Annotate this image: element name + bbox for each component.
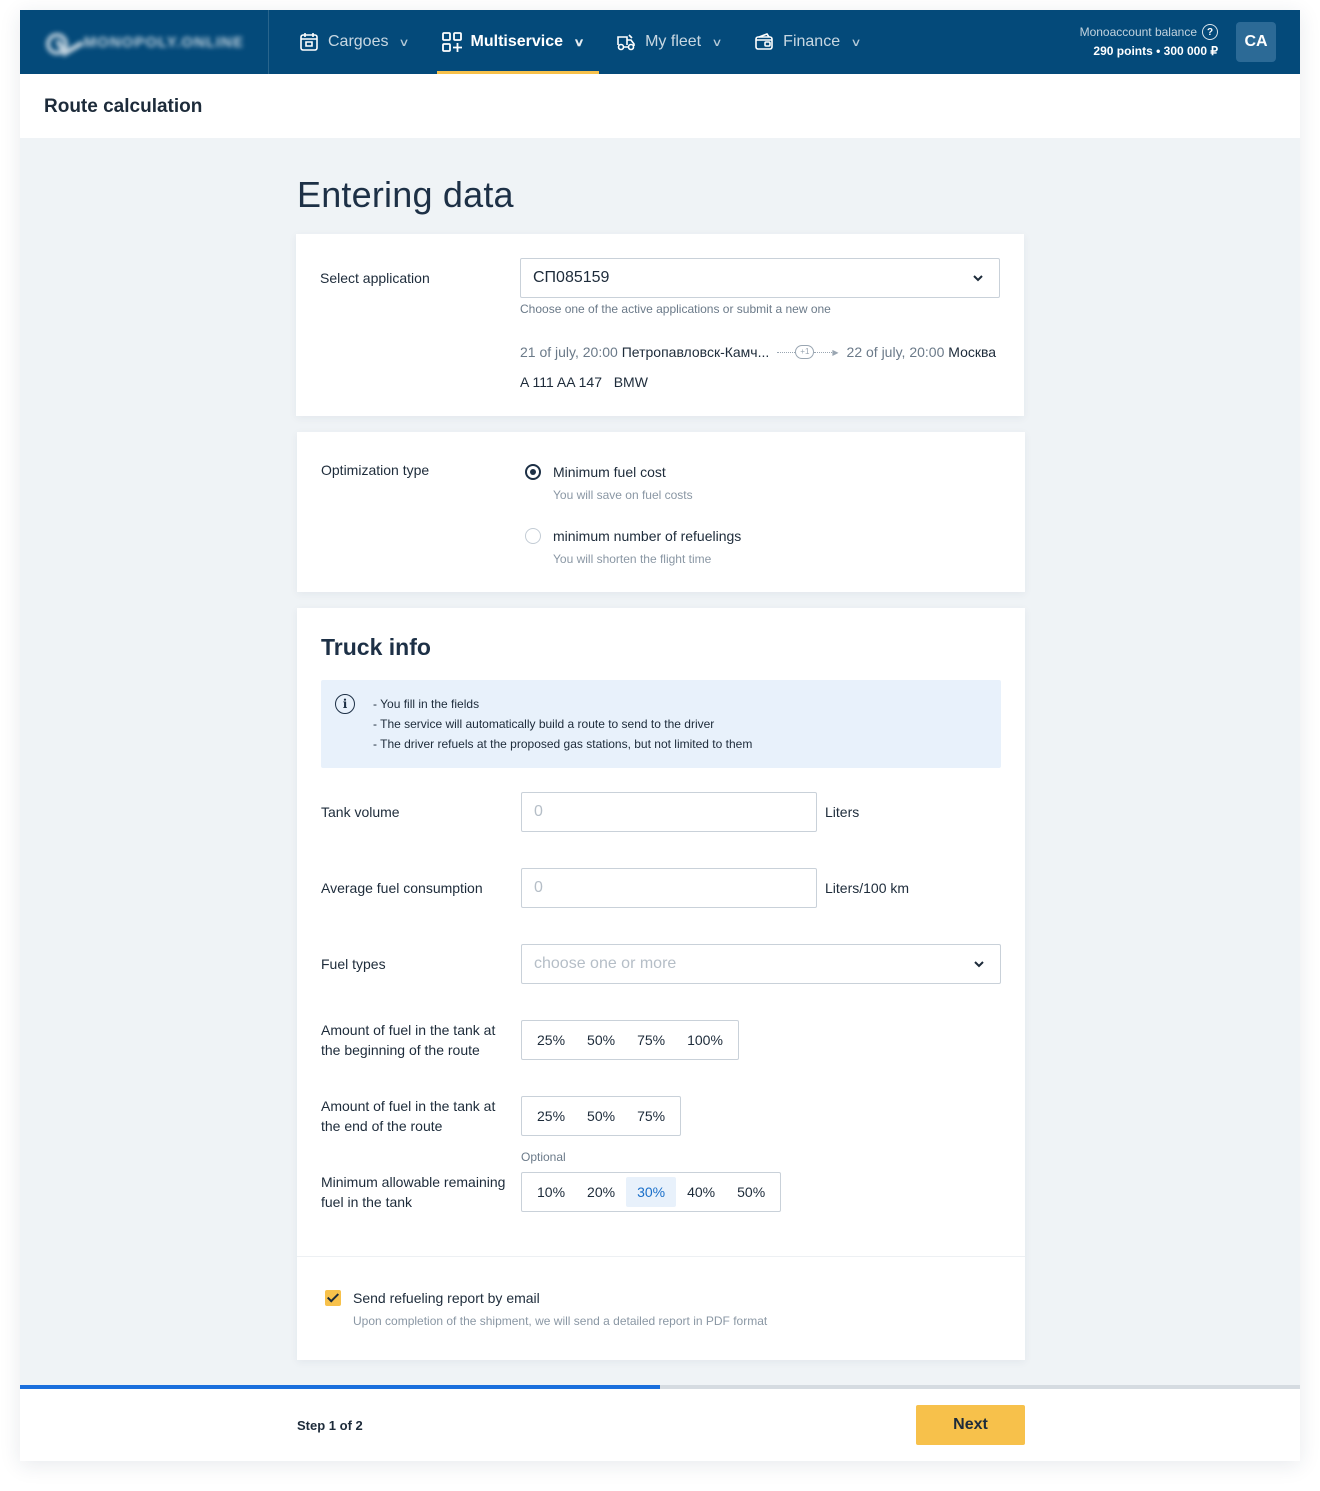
chevron-down-icon: ∨ [711,36,723,49]
nav-item-multiservice[interactable] [439,10,586,74]
logo-text: MONOPOLY.ONLINE [83,33,244,51]
header-divider [268,10,269,74]
vehicle-plate: A 111 AA 147 [520,374,603,390]
application-card [296,234,1024,416]
application-select[interactable] [520,258,1000,298]
option-subtitle: You will save on fuel costs [553,488,693,502]
nav-label-cargoes: Cargoes [328,33,389,50]
card-divider [297,1256,1025,1257]
logo[interactable] [44,28,244,56]
min-fuel-option[interactable]: 20% [587,1184,616,1200]
app-window [20,10,1300,1461]
arrival-time: 22 of july, 20:00 [846,344,945,360]
option-subtitle: You will shorten the flight time [553,552,712,566]
logo-mark-icon [44,31,76,53]
nav-label-multiservice: Multiservice [470,33,564,50]
fuel-types-select[interactable] [521,944,1001,984]
vehicle-brand: BMW [613,374,648,390]
nav-label-my-fleet: My fleet [645,33,702,50]
chevron-down-icon [971,271,985,285]
fuel-types-placeholder: choose one or more [534,955,677,972]
nav-item-cargoes[interactable] [296,10,411,74]
application-label: Select application [320,270,430,286]
info-lines [373,694,752,754]
calendar-box-icon [298,31,320,53]
end-fuel-segmented [521,1096,681,1136]
tank-volume-label: Tank volume [321,804,400,820]
chevron-down-icon [972,957,986,971]
tank-volume-unit: Liters [825,804,860,820]
application-hint: Choose one of the active applications or submit a new one [520,302,831,316]
info-line: - The service will automatically build a route to send to the driver [373,717,715,731]
fleet-icon [615,31,637,53]
monoaccount-balance [1080,24,1218,58]
min-fuel-option-selected[interactable]: 30% [626,1177,676,1207]
balance-label: Monoaccount balance [1079,25,1197,39]
end-fuel-option[interactable]: 25% [537,1108,566,1124]
tank-volume-input[interactable]: 0 [521,792,817,832]
option-title[interactable]: Minimum fuel cost [553,464,666,480]
departure-city: Петропавловск-Камч... [621,344,770,360]
route-summary [520,344,996,360]
departure-time: 21 of july, 20:00 [520,344,618,360]
truck-info-card [297,608,1025,1360]
start-fuel-segmented [521,1020,739,1060]
top-navigation-bar [20,10,1300,74]
chevron-down-icon: ∨ [573,36,585,49]
optimization-card [297,432,1025,592]
optimization-label: Optimization type [321,462,430,478]
grid-plus-icon [441,31,463,53]
section-title: Entering data [297,174,514,215]
report-hint: Upon completion of the shipment, we will send a detailed report in PDF format [353,1314,768,1328]
consumption-label: Average fuel consumption [321,880,483,896]
start-fuel-label: Amount of fuel in the tank at the beginning of the route [321,1022,496,1058]
min-fuel-label: Minimum allowable remaining fuel in the tank [321,1174,506,1210]
info-icon: i [335,694,355,714]
wizard-footer [20,1389,1300,1461]
end-fuel-option[interactable]: 50% [587,1108,616,1124]
balance-value: 290 points • 300 000 ₽ [1093,44,1218,58]
vehicle-info [520,374,648,390]
info-line: - You fill in the fields [373,697,480,711]
route-connector [777,345,838,359]
consumption-input[interactable]: 0 [521,868,817,908]
days-badge: +1 [795,345,814,359]
min-fuel-option[interactable]: 50% [737,1184,766,1200]
end-fuel-hint: Optional [521,1150,566,1164]
application-select-value: СП085159 [533,269,610,286]
report-label[interactable]: Send refueling report by email [353,1290,540,1306]
end-fuel-label: Amount of fuel in the tank at the end of the route [321,1098,496,1134]
chevron-down-icon: ∨ [850,36,862,49]
arrow-right-icon: ▶ [832,347,839,357]
report-checkbox[interactable] [325,1290,341,1306]
info-line: - The driver refuels at the proposed gas stations, but not limited to them [373,737,753,751]
end-fuel-option[interactable]: 75% [637,1108,666,1124]
info-banner [321,680,1001,768]
start-fuel-option[interactable]: 50% [587,1032,616,1048]
connector-dots [814,352,832,353]
option-title[interactable]: minimum number of refuelings [553,528,742,544]
min-fuel-segmented [521,1172,781,1212]
start-fuel-option[interactable]: 100% [687,1032,723,1048]
nav-label-finance: Finance [783,33,841,50]
wallet-icon [753,31,775,53]
radio-min-refuelings[interactable] [525,528,541,544]
page-title: Route calculation [44,96,203,117]
help-icon[interactable]: ? [1202,24,1218,40]
step-indicator: Step 1 of 2 [297,1418,363,1433]
start-fuel-option[interactable]: 75% [637,1032,666,1048]
nav-item-finance[interactable] [751,10,862,74]
user-avatar[interactable]: CA [1236,22,1276,62]
radio-min-fuel-cost[interactable] [525,464,541,480]
arrival-city: Москва [948,344,997,360]
main-nav [296,10,890,74]
balance-label-row [1080,24,1218,40]
next-button[interactable]: Next [916,1405,1025,1445]
chevron-down-icon: ∨ [398,36,411,49]
min-fuel-option[interactable]: 10% [537,1184,566,1200]
page-title-bar [20,74,1300,138]
consumption-unit: Liters/100 km [825,880,910,896]
connector-dots [777,352,795,353]
fuel-types-label: Fuel types [321,956,386,972]
min-fuel-option[interactable]: 40% [687,1184,716,1200]
nav-item-my-fleet[interactable] [613,10,723,74]
start-fuel-option[interactable]: 25% [537,1032,566,1048]
truck-info-title: Truck info [321,634,431,660]
